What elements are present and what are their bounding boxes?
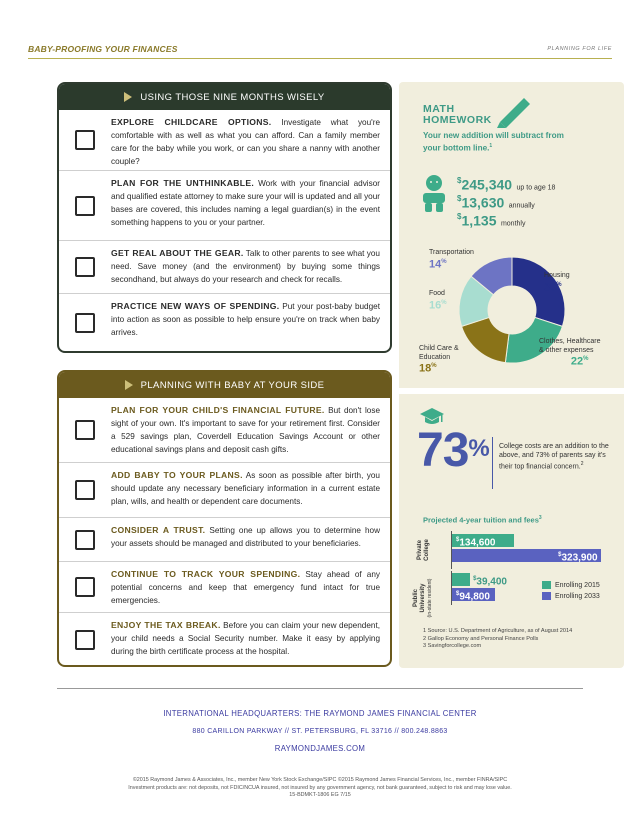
- item-lead: ENJOY THE TAX BREAK.: [111, 620, 221, 630]
- item-lead: PLAN FOR THE UNTHINKABLE.: [111, 178, 255, 188]
- checklist-item: [59, 613, 390, 667]
- panel-header: [59, 372, 390, 398]
- page-header-title: BABY-PROOFING YOUR FINANCES: [28, 44, 178, 54]
- footer-website[interactable]: RAYMONDJAMES.COM: [274, 744, 366, 753]
- legend-item: Enrolling 2033: [542, 592, 600, 600]
- checkbox[interactable]: [75, 630, 95, 650]
- cost-amount: $13,630 annually: [457, 194, 535, 211]
- checklist-item: [59, 562, 390, 613]
- cost-amount: $245,340 up to age 18: [457, 176, 556, 193]
- footer-legal: ©2015 Raymond James & Associates, Inc., member New York Stock Exchange/SIPC ©2015 Raymond James Financial Services, Inc., member FINRA/SIPC Investment products are: not deposits, not FDIC/NCUA insured, not insured by any government agency, not bank guaranteed, subject to risk and may lose value. 15-BDMKT-1806 EG 7/15: [128, 777, 512, 798]
- pie-slice-housing: [512, 257, 565, 326]
- checklist-item: [59, 294, 390, 351]
- legend-swatch: [542, 592, 551, 600]
- item-text: As soon as possible after birth, you should update any necessary beneficiary information in a current estate plan, wills, and health or dependent care documents.: [111, 471, 380, 506]
- stat-divider: [492, 437, 493, 489]
- item-text: Talk to other parents to see what you need. Save money (and the environment) by buying some things secondhand, but always do your research and check for recalls.: [111, 249, 380, 284]
- item-lead: PLAN FOR YOUR CHILD'S FINANCIAL FUTURE.: [111, 405, 325, 415]
- bar-private-2015: $134,600: [452, 534, 514, 547]
- item-lead: ADD BABY TO YOUR PLANS.: [111, 470, 243, 480]
- checkbox[interactable]: [75, 577, 95, 597]
- footer-headquarters: INTERNATIONAL HEADQUARTERS: THE RAYMOND JAMES FINANCIAL CENTER: [163, 709, 477, 718]
- item-text: Investigate what you're comfortable with as well as what you can afford. Can a family member care for the baby while you work, or can you share a nanny with another couple?: [111, 118, 380, 166]
- pie-label-transportation: Transportation 14%: [429, 249, 474, 271]
- checklist-panel-pregnancy: [57, 82, 392, 353]
- cost-amount: $1,135 monthly: [457, 212, 526, 229]
- bar-category-label: Private College: [417, 539, 430, 561]
- item-text: Work with your financial advisor and qualified estate attorney to make sure your will is updated and all your bases are covered, this includes naming a legal guardian(s) in the event something happens to you or your partner.: [111, 179, 381, 227]
- checklist-item: [59, 110, 390, 171]
- college-stat-text: College costs are an addition to the above, and 73% of parents say it's their top financial concern.$^2$: [499, 443, 609, 471]
- footnotes: 1 Source: U.S. Department of Agriculture, as of August 2014 2 Gallop Economy and Personal Finance Polls 3 Savingforcollege.com: [423, 628, 573, 649]
- checkbox[interactable]: [75, 480, 95, 500]
- item-text: But don't lose sight of your own. It's important to save for your retirement first. Consider a 529 savings plan, Coverdell Education Savings Account or other educational savings plans and deposit cash gifts.: [111, 406, 380, 454]
- checklist-item: [59, 518, 390, 562]
- pie-label-housing: Housing 30%: [544, 272, 570, 294]
- infographic-sidebar: [399, 82, 624, 668]
- legend-item: Enrolling 2015: [542, 581, 600, 589]
- checkbox[interactable]: [75, 196, 95, 216]
- checklist-panel-with-baby: [57, 370, 392, 667]
- tuition-chart-title: Projected 4-year tuition and fees$^3$: [423, 515, 542, 525]
- legend-swatch: [542, 581, 551, 589]
- checklist-item: [59, 398, 390, 463]
- bar-private-2033: $323,900: [452, 549, 601, 562]
- panel-title: PLANNING WITH BABY AT YOUR SIDE: [140, 379, 325, 391]
- baby-icon: [419, 174, 449, 214]
- pencil-icon: [494, 94, 534, 128]
- item-lead: CONSIDER A TRUST.: [111, 525, 206, 535]
- checklist-item: [59, 463, 390, 518]
- math-homework-title: MATH HOMEWORK: [423, 103, 492, 126]
- math-homework-subtitle: Your new addition will subtract from your bottom line.$^1$: [423, 131, 564, 153]
- pie-label-childcare: Child Care & Education 18%: [419, 345, 459, 375]
- bar-public-2015-label: $39,400: [473, 576, 507, 588]
- item-text: Put your post-baby budget into action as soon as possible to help ensure you're on track when baby arrives.: [111, 302, 380, 337]
- item-lead: EXPLORE CHILDCARE OPTIONS.: [111, 117, 272, 127]
- checkbox[interactable]: [75, 420, 95, 440]
- pie-label-clothes: Clothes, Healthcare & other expenses 22%: [539, 338, 601, 368]
- triangle-icon: [124, 92, 132, 102]
- item-text: Stay ahead of any potential concerns and keep that emergency fund intact for true emergencies.: [111, 570, 381, 605]
- footer-divider: [57, 688, 583, 689]
- item-text: Before you can claim your new dependent, your child needs a Social Security number. Make it easy by applying during the birth certificate process at the hospital.: [111, 621, 380, 656]
- checkbox[interactable]: [75, 257, 95, 277]
- checkbox[interactable]: [75, 313, 95, 333]
- college-stat-percent: 73%: [417, 424, 489, 477]
- triangle-icon: [125, 380, 133, 390]
- section-divider: [399, 388, 624, 394]
- item-lead: GET REAL ABOUT THE GEAR.: [111, 248, 244, 258]
- page-header-tagline: PLANNING FOR LIFE: [547, 46, 612, 52]
- checkbox[interactable]: [75, 130, 95, 150]
- item-text: Setting one up allows you to determine how your assets should be managed and distributed to your beneficiaries.: [111, 526, 380, 548]
- pie-label-food: Food 16%: [429, 290, 447, 312]
- panel-header: [59, 84, 390, 110]
- header-divider: [28, 58, 612, 59]
- bar-public-2033: $94,800: [452, 588, 495, 601]
- panel-title: USING THOSE NINE MONTHS WISELY: [140, 91, 325, 103]
- checkbox[interactable]: [75, 530, 95, 550]
- checklist-item: [59, 241, 390, 294]
- footer-address: 880 CARILLON PARKWAY // ST. PETERSBURG, FL 33716 // 800.248.8863: [192, 728, 448, 735]
- item-lead: PRACTICE NEW WAYS OF SPENDING.: [111, 301, 280, 311]
- checklist-item: [59, 171, 390, 241]
- bar-category-label: Public University (in-state resident): [413, 578, 433, 618]
- item-lead: CONTINUE TO TRACK YOUR SPENDING.: [111, 569, 301, 579]
- bar-public-2015: [452, 573, 470, 586]
